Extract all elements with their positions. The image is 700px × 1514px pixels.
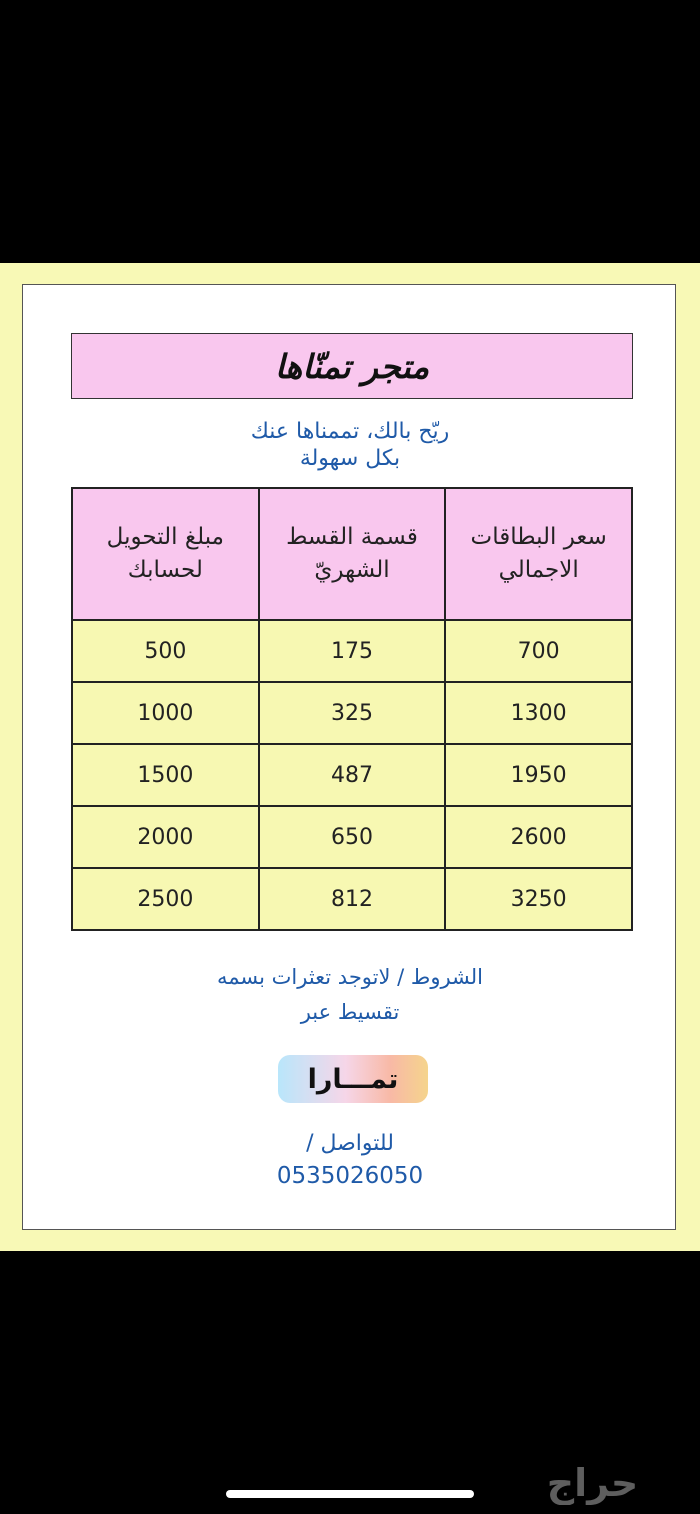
contact-info	[23, 1127, 677, 1193]
tamara-logo	[278, 1055, 428, 1103]
cell-transfer-amount: 1500	[72, 744, 259, 806]
cell-transfer-amount: 1000	[72, 682, 259, 744]
terms-line-1: الشروط / لاتوجد تعثرات بسمه	[216, 965, 484, 989]
terms-line-2: تقسيط عبر	[300, 1000, 400, 1024]
store-title: متجر تمنّاها	[274, 346, 430, 386]
table-row	[72, 868, 632, 930]
cell-total-price: 1950	[445, 744, 632, 806]
terms	[23, 960, 677, 1030]
cell-transfer-amount: 500	[72, 620, 259, 682]
table-row	[72, 682, 632, 744]
header-label-line-1: قسمة القسط	[286, 524, 418, 550]
contact-phone[interactable]: 0535026050	[276, 1163, 424, 1189]
table-row	[72, 806, 632, 868]
slogan-line-1: ريّح بالك، تممناها عنك	[250, 419, 450, 444]
table-row	[72, 744, 632, 806]
cell-monthly-installment: 175	[259, 620, 446, 682]
slogan-line-2: بكل سهولة	[299, 446, 401, 471]
cell-transfer-amount: 2000	[72, 806, 259, 868]
home-indicator[interactable]	[226, 1490, 474, 1498]
cell-monthly-installment: 812	[259, 868, 446, 930]
flyer	[0, 263, 700, 1251]
store-title-banner	[71, 333, 633, 399]
header-monthly-installment	[259, 488, 446, 620]
installment-table	[71, 487, 633, 931]
header-label-line-1: مبلغ التحويل	[106, 524, 224, 550]
cell-monthly-installment: 650	[259, 806, 446, 868]
slogan	[23, 418, 677, 472]
cell-total-price: 1300	[445, 682, 632, 744]
tamara-logo-text: تمـــارا	[307, 1063, 399, 1095]
header-label-line-2: الشهريّ	[314, 557, 390, 583]
header-transfer-amount	[72, 488, 259, 620]
cell-monthly-installment: 325	[259, 682, 446, 744]
flyer-card	[22, 284, 676, 1230]
cell-total-price: 2600	[445, 806, 632, 868]
haraj-watermark: حراج	[546, 1461, 639, 1505]
header-label-line-2: الاجمالي	[498, 557, 579, 583]
header-label-line-1: سعر البطاقات	[470, 524, 607, 550]
cell-transfer-amount: 2500	[72, 868, 259, 930]
cell-total-price: 700	[445, 620, 632, 682]
cell-total-price: 3250	[445, 868, 632, 930]
cell-monthly-installment: 487	[259, 744, 446, 806]
header-label-line-2: لحسابك	[127, 557, 203, 583]
table-header-row	[72, 488, 632, 620]
contact-label: للتواصل /	[306, 1131, 394, 1156]
header-total-card-price	[445, 488, 632, 620]
table-row	[72, 620, 632, 682]
